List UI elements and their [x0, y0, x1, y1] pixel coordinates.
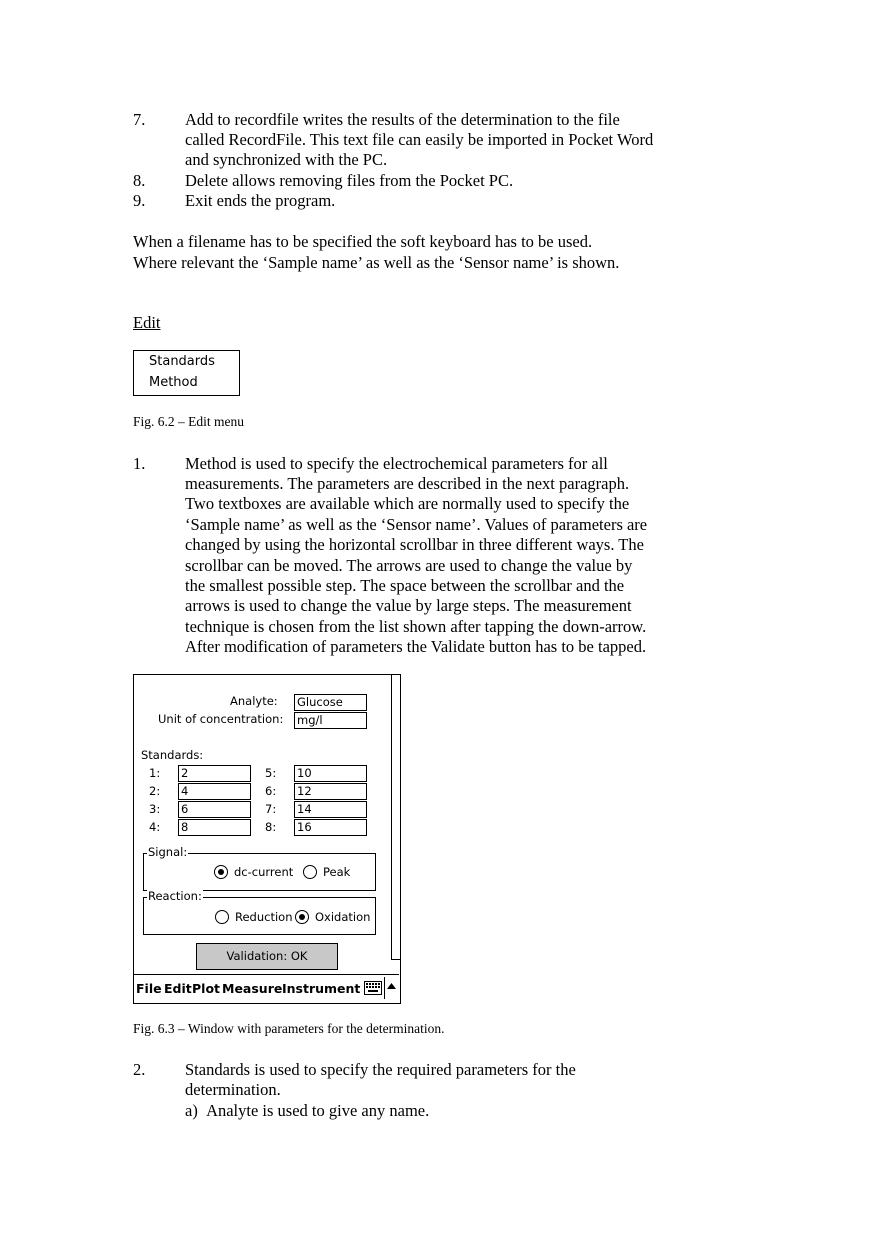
item1-line-3: Two textboxes are available which are normally used to specify the [185, 494, 630, 513]
list-number-1: 1. [133, 454, 146, 473]
standard-5-input[interactable]: 10 [294, 765, 367, 782]
standard-8-label: 8: [265, 820, 277, 834]
standard-7-input[interactable]: 14 [294, 801, 367, 818]
fig-6-2-caption: Fig. 6.2 – Edit menu [133, 414, 244, 429]
menu-edit[interactable]: Edit [164, 981, 192, 996]
standard-5-label: 5: [265, 766, 277, 780]
validate-button[interactable]: Validation: OK [196, 943, 338, 970]
item1-line-5: changed by using the horizontal scrollbar in three different ways. The [185, 535, 644, 554]
menu-instrument[interactable]: Instrument [282, 981, 361, 996]
menu-item-method[interactable]: Method [149, 375, 198, 390]
scrollbar-edge [391, 675, 392, 960]
reduction-radio[interactable] [215, 910, 229, 924]
standard-2-label: 2: [149, 784, 161, 798]
reaction-group-title: Reaction: [148, 889, 202, 903]
list-item-8-line-1: Delete allows removing files from the Pocket PC. [185, 171, 514, 190]
edit-heading: Edit [133, 313, 161, 332]
item2-sub-a: a) Analyte is used to give any name. [185, 1101, 430, 1120]
signal-group [143, 845, 376, 891]
fig-6-3-caption: Fig. 6.3 – Window with parameters for the determination. [133, 1021, 445, 1036]
menu-plot[interactable]: Plot [192, 981, 221, 996]
menubar [134, 974, 399, 1002]
item1-line-6: scrollbar can be moved. The arrows are used to change the value by [185, 556, 633, 575]
standard-2-input[interactable]: 4 [178, 783, 251, 800]
paragraph-line-2: Where relevant the ‘Sample name’ as well as the ‘Sensor name’ is shown. [133, 253, 620, 272]
item2-line-1: Standards is used to specify the required parameters for the [185, 1060, 576, 1079]
item1-line-7: the smallest possible step. The space between the scrollbar and the [185, 576, 625, 595]
standard-4-label: 4: [149, 820, 161, 834]
dc-current-radio[interactable] [214, 865, 228, 879]
item1-line-1: Method is used to specify the electrochemical parameters for all [185, 454, 608, 473]
keyboard-icon[interactable] [364, 981, 382, 995]
oxidation-radio[interactable] [295, 910, 309, 924]
menu-item-standards[interactable]: Standards [149, 354, 215, 369]
peak-label: Peak [323, 865, 351, 879]
menu-file[interactable]: File [136, 981, 162, 996]
oxidation-label: Oxidation [315, 910, 371, 924]
reduction-label: Reduction [235, 910, 293, 924]
standard-7-label: 7: [265, 802, 277, 816]
standard-3-label: 3: [149, 802, 161, 816]
item1-line-4: ‘Sample name’ as well as the ‘Sensor name’. Values of parameters are [185, 515, 648, 534]
standard-3-input[interactable]: 6 [178, 801, 251, 818]
analyte-input[interactable]: Glucose [294, 694, 367, 711]
unit-input[interactable]: mg/l [294, 712, 367, 729]
list-item-7-line-1: Add to recordfile writes the results of the determination to the file [185, 110, 620, 129]
list-item-7-line-3: and synchronized with the PC. [185, 150, 388, 169]
standard-6-input[interactable]: 12 [294, 783, 367, 800]
edit-menu [133, 350, 240, 396]
standard-1-label: 1: [149, 766, 161, 780]
item1-line-8: arrows is used to change the value by large steps. The measurement [185, 596, 632, 615]
item1-line-2: measurements. The parameters are described in the next paragraph. [185, 474, 630, 493]
dc-current-label: dc-current [234, 865, 294, 879]
list-number-7: 7. [133, 110, 146, 129]
standard-8-input[interactable]: 16 [294, 819, 367, 836]
item2-line-2: determination. [185, 1080, 281, 1099]
standards-label: Standards: [141, 748, 204, 762]
analyte-label: Analyte: [230, 694, 278, 708]
standard-1-input[interactable]: 2 [178, 765, 251, 782]
list-item-9-line-1: Exit ends the program. [185, 191, 336, 210]
list-item-7-line-2: called RecordFile. This text file can easily be imported in Pocket Word [185, 130, 654, 149]
peak-radio[interactable] [303, 865, 317, 879]
scrollbar-corner [391, 959, 400, 960]
signal-group-title: Signal: [148, 845, 188, 859]
menubar-separator [384, 977, 385, 999]
item1-line-10: After modification of parameters the Validate button has to be tapped. [185, 637, 647, 656]
list-number-9: 9. [133, 191, 146, 210]
list-number-2: 2. [133, 1060, 146, 1079]
standard-4-input[interactable]: 8 [178, 819, 251, 836]
up-arrow-icon[interactable] [387, 983, 396, 990]
item1-line-9: technique is chosen from the list shown after tapping the down-arrow. [185, 617, 647, 636]
paragraph-line-1: When a filename has to be specified the soft keyboard has to be used. [133, 232, 593, 251]
reaction-group [143, 889, 376, 935]
unit-label: Unit of concentration: [158, 712, 284, 726]
standard-6-label: 6: [265, 784, 277, 798]
list-number-8: 8. [133, 171, 146, 190]
parameters-window [133, 674, 401, 1004]
menu-measure[interactable]: Measure [222, 981, 283, 996]
